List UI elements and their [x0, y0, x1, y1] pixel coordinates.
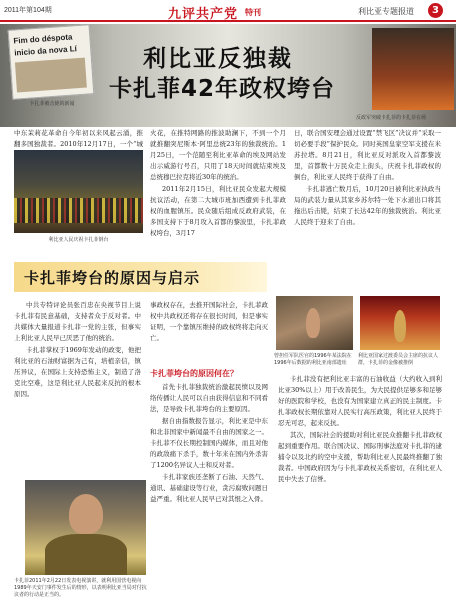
publication-suffix: 特刊 — [245, 8, 261, 17]
banner-caption-left: 卡扎菲被击毙的新闻 — [29, 101, 75, 107]
section2-col3 — [278, 374, 442, 588]
issue-number: 2011年第104期 — [4, 7, 52, 14]
section-name: 利比亚专题报道 — [358, 7, 414, 16]
col2-paragraph-1: 火花，在推特网路的推波助澜下，不到一个月就推翻突尼斯本·阿里总统23年的独裁统治。1月25日，一个范随至利比亚革命的埃及网站发出示威游行号召，只用了18天时间就结束埃及总统穆巴拉克将近30年的统治。 — [150, 129, 286, 181]
col3-top-text — [294, 128, 441, 228]
s2-col1-paragraph-2: 卡扎菲掌权于1969年发动的政变，他把利比亚的石油财富据为己有，培植亲信，镇压异议，在国际上支持恐怖主义，制造了洛克比空难，这是利比亚人民起来反抗的根本原因。 — [14, 346, 141, 398]
section2-col2 — [150, 300, 268, 344]
s2-col2b-paragraph-3: 卡扎菲家族还垄断了石油、天然气、通讯、基础建设等行业，贪污腐败问题日益严重。利比亚人民早已对其恨之入骨。 — [150, 473, 268, 503]
section2-header — [14, 262, 267, 292]
main-title-line1: 利比亚反独裁 — [143, 46, 293, 72]
publication-name: 九评共产党 — [168, 7, 239, 22]
s2-col3-paragraph-1: 卡扎菲没有把利比亚丰富的石油收益（大约收入到利比亚30%以上）用于改善民生，为大民提供足够多和足够好的医院和学校，也没有为国家建立真正的民主制度。卡扎菲政权长期依靠对人民实行高压政策，利比亚人民终于忍无可忍，起来反抗。 — [278, 375, 442, 427]
section2-col2b — [150, 382, 268, 587]
crowd-photo — [14, 150, 143, 233]
tomb-photo — [276, 296, 353, 350]
page-number: 3 — [428, 3, 443, 18]
s2-col2b-paragraph-2: 据自由指数报告显示，利比亚是中东和北非国家中新闻最不自由的国家之一。卡扎菲不仅长期控制国内媒体，而且对他的政敌痛下杀手，数十年来在国内外杀害了1200名异议人士和反对者。 — [150, 417, 268, 469]
banner-caption-right: 反政军突破卡扎菲的卡扎菲在场 — [355, 115, 426, 121]
section2-title: 卡扎菲垮台的原因与启示 — [24, 269, 201, 287]
s2-col3-paragraph-2: 其次，国际社会的援助对利比亚民众推翻卡扎菲政权起到重要作用。联合国决议、国际刑事法庭对卡扎菲的逮捕令以及北约的空中支援，帮助利比亚人民最终推翻了独裁者。中国政府因为与卡扎菲政权关系密切，在利比亚人民中失去了信誉。 — [278, 431, 442, 483]
section2-subhead: 卡扎菲垮台的原因何在？ — [150, 369, 238, 378]
page-header — [0, 0, 456, 22]
gaddafi-photo-caption: 卡扎菲2011年2月22日发表电视演讲，就利用国营电视向1989年天安门事件发生后的情形，以表明利比亚当局对付抗议者的行动是正当的。 — [14, 578, 147, 598]
newspaper-subhead: inicio da nova Lí — [13, 44, 78, 58]
s2-col1-paragraph-1: 中共专特评论员张百忠在央视节目上说卡扎菲有民意基础，支持者众于反对者。中共媒体大量报道卡扎菲一党的主张，但事实上利比亚人民早已厌恶了他的统治。 — [14, 301, 141, 342]
s2-col2-paragraph: 事政权存在，去推开国际社会，卡扎菲政权中共政权还将存在很长时间，但是事实证明，一个靠镇压维持的政权终将走向灭亡。 — [150, 301, 268, 342]
main-title-line2: 卡扎菲42年政权垮台 — [108, 76, 335, 102]
col2-top-text — [150, 128, 286, 239]
tomb-photo-caption: 曾担任军队医官的1996年某法院在1996年后数据的利比亚南部遗址 — [274, 353, 352, 366]
col1-paragraph: 中东茉莉花革命自今年初以来风起云涌，推翻多国独裁者。2010年12月17日，一个“城 — [14, 129, 143, 148]
s2-col2b-paragraph-1: 首先卡扎菲独裁统治激起民愤以及网络传播让人民可以自由获得信息和不同看法，是导致卡扎菲垮台的主要原因。 — [150, 383, 268, 413]
protest-photo — [360, 296, 440, 350]
crowd-photo-caption: 利比亚人民庆祝卡扎菲倒台 — [48, 237, 109, 243]
gaddafi-photo — [25, 480, 146, 575]
newspaper-headline: Fim do déspota — [13, 32, 73, 46]
protest-photo-caption: 利比亚国家过渡委员会主席的抗议人群，卡扎菲的金像被推倒 — [358, 353, 439, 366]
col2-paragraph-2: 2011年2月15日，利比亚民众发起大规模抗议活动，在第二大城市班加西遭到卡扎菲政权的血腥镇压。民众随后组成反政府武装，在多国支持下于8月攻入首都的黎波里，卡扎菲政权垮台，3月17 — [150, 185, 286, 237]
col3-paragraph-2: 卡扎菲逃亡数月后，10月20日被利比亚执政当局的武装力量从其家乡苏尔特一处下水道出口将其拖出后击毙，结束了长达42年的独裁统治。利比亚人民终于迎来了自由。 — [294, 185, 441, 226]
right-banner-photo — [372, 28, 454, 110]
section2-col1 — [14, 300, 141, 476]
col3-paragraph-1: 日，联合国安理会通过设置“禁飞区”决议并“采取一切必要手段”保护民众。同时英国皇家空军支援在米苏拉塔。8月21日，利比亚反对派攻入首都黎波里，首都数十万民众走上街头，庆祝卡扎菲政权的倒台，利比亚人民终于获得了自由。 — [294, 129, 441, 181]
